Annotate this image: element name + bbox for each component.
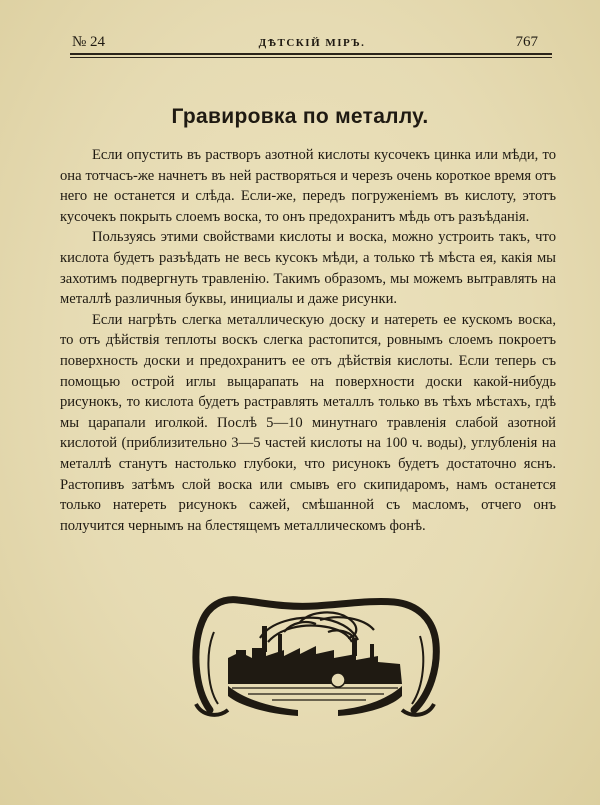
sun [331, 673, 345, 687]
article-title: Гравировка по металлу. [171, 105, 429, 128]
article-body [60, 145, 556, 536]
smoke-swirls [260, 612, 374, 642]
header-rule-thick [70, 53, 552, 55]
paragraph: Пользуясь этими свойствами кислоты и воска, можно устроить такъ, что кислота будетъ разъѣдать не весь кусокъ мѣди, а только тѣ мѣста ея, какія мы захотимъ подвергнуть травленію. Такимъ образомъ, мы можемъ вытравлять на металлѣ различныя буквы, инициалы и даже рисунки. [60, 229, 556, 308]
paragraph: Если опустить въ растворъ азотной кислоты кусочекъ цинка или мѣди, то она тотчасъ-же начнетъ въ ней растворяться и черезъ очень короткое время отъ него не останется и слѣда. Если-же, передъ погруженіемъ въ кислоту, этотъ кусочекъ покрыть слоемъ воска, то онъ предохранитъ мѣдь отъ разъѣданія. [60, 147, 556, 225]
header-rule-thin [70, 57, 552, 58]
river-lines [232, 688, 398, 700]
factory-landscape-vignette [188, 592, 442, 722]
paragraph: Если нагрѣть слегка металлическую доску и натереть ее кускомъ воска, то отъ дѣйствія теплоты воскъ слегка растопится, ровнымъ слоемъ покроетъ поверхность доски и предохранитъ ее отъ дѣйствія кислоты. Если теперь съ помощью острой иглы выцарапать на поверхности доски какой-нибудь рисунокъ, то кислота будетъ растравлять металлъ только въ тѣхъ мѣстахъ, гдѣ мы царапали иголкой. Послѣ 5—10 минутнаго травленія слабой азотной кислотой (приблизительно 3—5 частей кислоты на 100 ч. воды), углубленія на металлѣ станутъ настолько глубоки, что рисунокъ будетъ достаточно яснъ. Растопивъ затѣмъ слой воска или смывъ его скипидаромъ, намъ останется только натереть рисунокъ сажей, смѣшанной съ масломъ, отчего онъ получится чернымъ на блестящемъ металлическомъ фонѣ. [60, 311, 556, 534]
factory-silhouette [228, 626, 402, 684]
page-number: 767 [515, 34, 538, 50]
running-header [72, 34, 552, 54]
journal-title: ДѢТСКІЙ МІРЪ. [258, 37, 366, 49]
issue-number: № 24 [72, 34, 106, 50]
